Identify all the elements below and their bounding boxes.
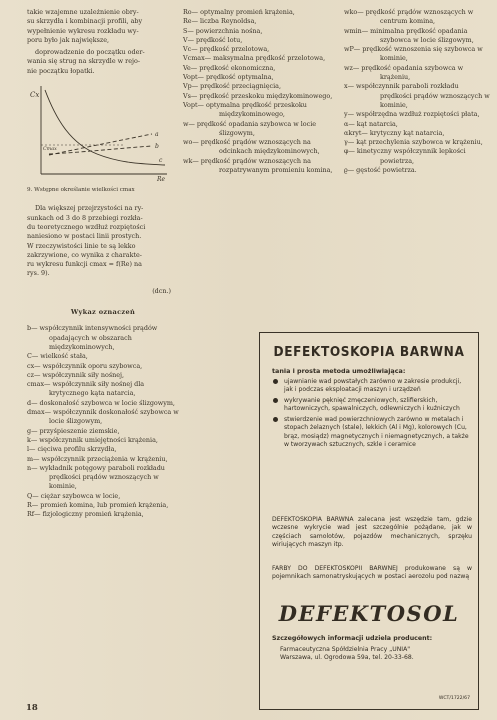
symbol-definition: l— cięciwa profilu skrzydła, [27,445,117,454]
ad-feature-list [272,378,472,452]
column-middle [183,8,341,175]
ad-address [280,646,470,663]
paragraph-line: du teoretycznego wzdłuż rozpiętości [27,222,146,231]
ad-address-line: Warszawa, ul. Ogrodowa 59a, tel. 20-33-68. [280,654,414,662]
curve-a-label: a [155,131,159,139]
symbol-definition: Re— liczba Reynoldsa, [183,17,257,26]
x-axis-label: Re [157,176,166,183]
intro-line: takie wzajemne uzależnienie obry- [27,8,139,16]
bullet-line: wania się strug na skrzydle w rejo- [27,57,140,66]
ad-feature-text: wykrywanie pęknięć zmęczeniowych, szlifierskich, hartowniczych, spawalniczych, odlewniczych i kuźniczych [284,397,460,413]
y-axis-label: Cx [30,91,40,100]
symbol-definition: cx— współczynnik oporu szybowca, [27,361,143,370]
symbol-definition: γ— kąt przechylenia szybowca w krążeniu, [344,138,483,147]
figure-caption: 9. Wstępne określanie wielkości cmax [27,187,135,194]
symbol-definition: dmax— współczynnik doskonałość szybowca w locie ślizgowym, [27,408,179,426]
ad-address-line: Farmaceutyczna Spółdzielnia Pracy „UNIA" [280,646,411,653]
page-number: 18 [26,703,38,713]
symbol-definition: wz— prędkość opadania szybowca w krążeniu, [344,63,464,82]
intro-line: su skrzydła i kombinacji profili, aby [27,17,143,26]
intro-line: wypełnienie wykresu rozkładu wy- [27,26,139,35]
symbol-definition: Ro— optymalny promień krążenia, [183,8,295,16]
symbol-definition: b— współczynnik intensywności prądów opadających w obszarach międzykominowych, [27,324,158,351]
symbol-definition: d— doskonałość szybowca w locie ślizgowym, [27,398,175,407]
ad-title: DEFEKTOSKOPIA BARWNA [273,344,465,360]
symbol-definition: ϱ— gęstość powietrza. [344,166,417,175]
symbol-definition: C— wielkość stała, [27,352,88,361]
ad-feature-item [272,416,472,449]
symbol-definition: y— współrzędna wzdłuż rozpiętości płata, [344,110,480,119]
symbol-definition: R— promień komina, lub promień krążenia, [27,500,169,509]
symbol-definition: Ve— prędkość ekonomiczna, [183,63,276,72]
paragraph-line: W rzeczywistości linie te są lekko [27,241,136,250]
symbol-definition: wo— prędkość prądów wznoszących na odcinkach międzykominowych, [183,138,320,156]
ad-feature-text: ujawnianie wad powstałych zarówno w zakresie produkcji, jak i podczas eksploatacji maszyn i urządzeń [284,378,462,394]
ad-subtitle: tania i prosta metoda umożliwiająca: [272,367,406,375]
paragraph-line: zakrzywione, co wynika z charakte- [27,250,142,259]
symbol-definition: αkryt— krytyczny kąt natarcia, [344,128,445,137]
curve-a [49,134,152,155]
symbol-definition: Vcmax— maksymalna prędkość przelotowa, [183,54,326,63]
symbol-definition: k— współczynnik umiejętności krążenia, [27,435,158,444]
symbol-definition: m— współczynnik przeciążenia w krążeniu, [27,454,168,463]
symbol-definition: S— powierzchnia nośna, [183,26,263,35]
symbol-definition: cmax— współczynnik siły nośnej dla krytycznego kąta natarcia, [27,380,145,398]
column-right [344,8,490,175]
ad-info-heading: Szczegółowych informacji udziela producent: [272,635,433,642]
ad-feature-text: stwierdzenie wad powierzchniowych zarówno w metalach i stopach żelaznych (stale), lekkich (Al i Mg), kolorowych (Cu, brąz, mosiądz) magnetycznych i niemagnetycznych, a także w tworzywach sztucznych, szkle i ceramice [284,416,469,449]
symbol-definition: wP— prędkość wznoszenia się szybowca w kominie, [344,45,483,63]
bullet-line: nie początku łopatki. [27,66,95,75]
curve-c [45,90,165,165]
column-left [27,8,179,520]
advertisement-box [259,332,479,710]
symbol-definition: w— prędkość opadania szybowca w locie ślizgowym, [183,119,317,137]
symbol-definition: g— przyśpieszenie ziemskie, [27,426,120,435]
paragraph-line: naniesiono w postaci linii prostych. [27,232,142,241]
paragraph-line: ru wykresu funkcji cmax = f(Re) na [27,260,142,269]
paragraph-line: sunkach od 3 do 8 przebiegi rozkła- [27,213,143,222]
figure-9-plot [27,82,177,182]
symbol-definition: cz— współczynnik siły nośnej, [27,370,125,379]
symbol-definition: wk— prędkość prądów wznoszących na rozpatrywanym promieniu komina, [183,156,333,175]
curve-b [49,146,152,154]
symbol-definition: Rf— fizjologiczny promień krążenia, [27,510,144,519]
symbol-list-1 [27,324,179,519]
bullet-icon [273,379,278,384]
ad-paragraph-2: FARBY DO DEFEKTOSKOPII BARWNEJ produkowane są w pojemnikach samonatryskujących w postaci aerozolu pod nazwą [272,565,472,581]
ad-feature-item [272,378,472,395]
ad-print-code: WCT/1722/67 [438,696,470,701]
figure-9 [27,82,177,182]
ad-paragraph-1: DEFEKTOSKOPIA BARWNA zalecana jest wszędzie tam, gdzie wczesne wykrycie wad jest szczególnie pożądane, jak w częściach samolotów, pojazdów mechanicznych, sprzęku wiriujących maszyn itp. [272,516,472,548]
ad-feature-item [272,397,472,414]
symbol-definition: wmin— minimalna prędkość opadania szybowca w locie ślizgowym, [344,26,474,44]
bullet-icon [273,417,278,422]
symbol-definition: wko— prędkość prądów wznoszących w centrum komina, [344,8,474,26]
symbol-definition: Q— ciężar szybowca w locie, [27,491,121,500]
intro-paragraph [27,8,179,45]
symbol-definition: V— prędkość lotu, [183,35,243,44]
section-title: Wykaz oznaczeń [70,308,136,317]
symbol-definition: Vc— prędkość przelotowa, [183,45,270,54]
symbol-definition: Vopt— optymalna prędkość przeskoku międzykominowego, [183,100,307,119]
symbol-definition: Vopt— prędkość optymalna, [183,73,274,82]
symbol-definition: α— kąt natarcia, [344,119,398,128]
paragraph-line: Dla większej przejrzystości na ry- [35,204,144,213]
symbol-definition: Vp— prędkość przeciągnięcia, [183,82,281,91]
symbol-definition: n— wykładnik potęgowy paraboli rozkładu prędkości prądów wznoszących w kominie, [27,463,165,491]
curve-b-label: b [155,143,159,151]
symbol-definition: x— współczynnik paraboli rozkładu prędkości prądów wznoszących w kominie, [344,82,490,109]
intro-line: poru było jak największe, [27,35,110,44]
symbol-definition: φ— kinetyczny współczynnik lepkości powietrza, [344,147,466,165]
curve-c-label: c [159,157,163,165]
bullet-line: doprowadzenie do początku oder- [35,48,145,57]
symbol-definition: Vs— prędkość przeskoku międzykominowego, [183,91,333,100]
cmax-label: Cmax [43,147,57,153]
paragraph-line: rys. 9). [27,269,50,278]
ad-brand-name: DEFEKTOSOL [278,601,460,626]
bullet-icon [273,398,278,403]
author-signature: (dcn.) [152,286,171,295]
bullet-paragraph [27,48,179,76]
body-paragraph [27,204,179,278]
